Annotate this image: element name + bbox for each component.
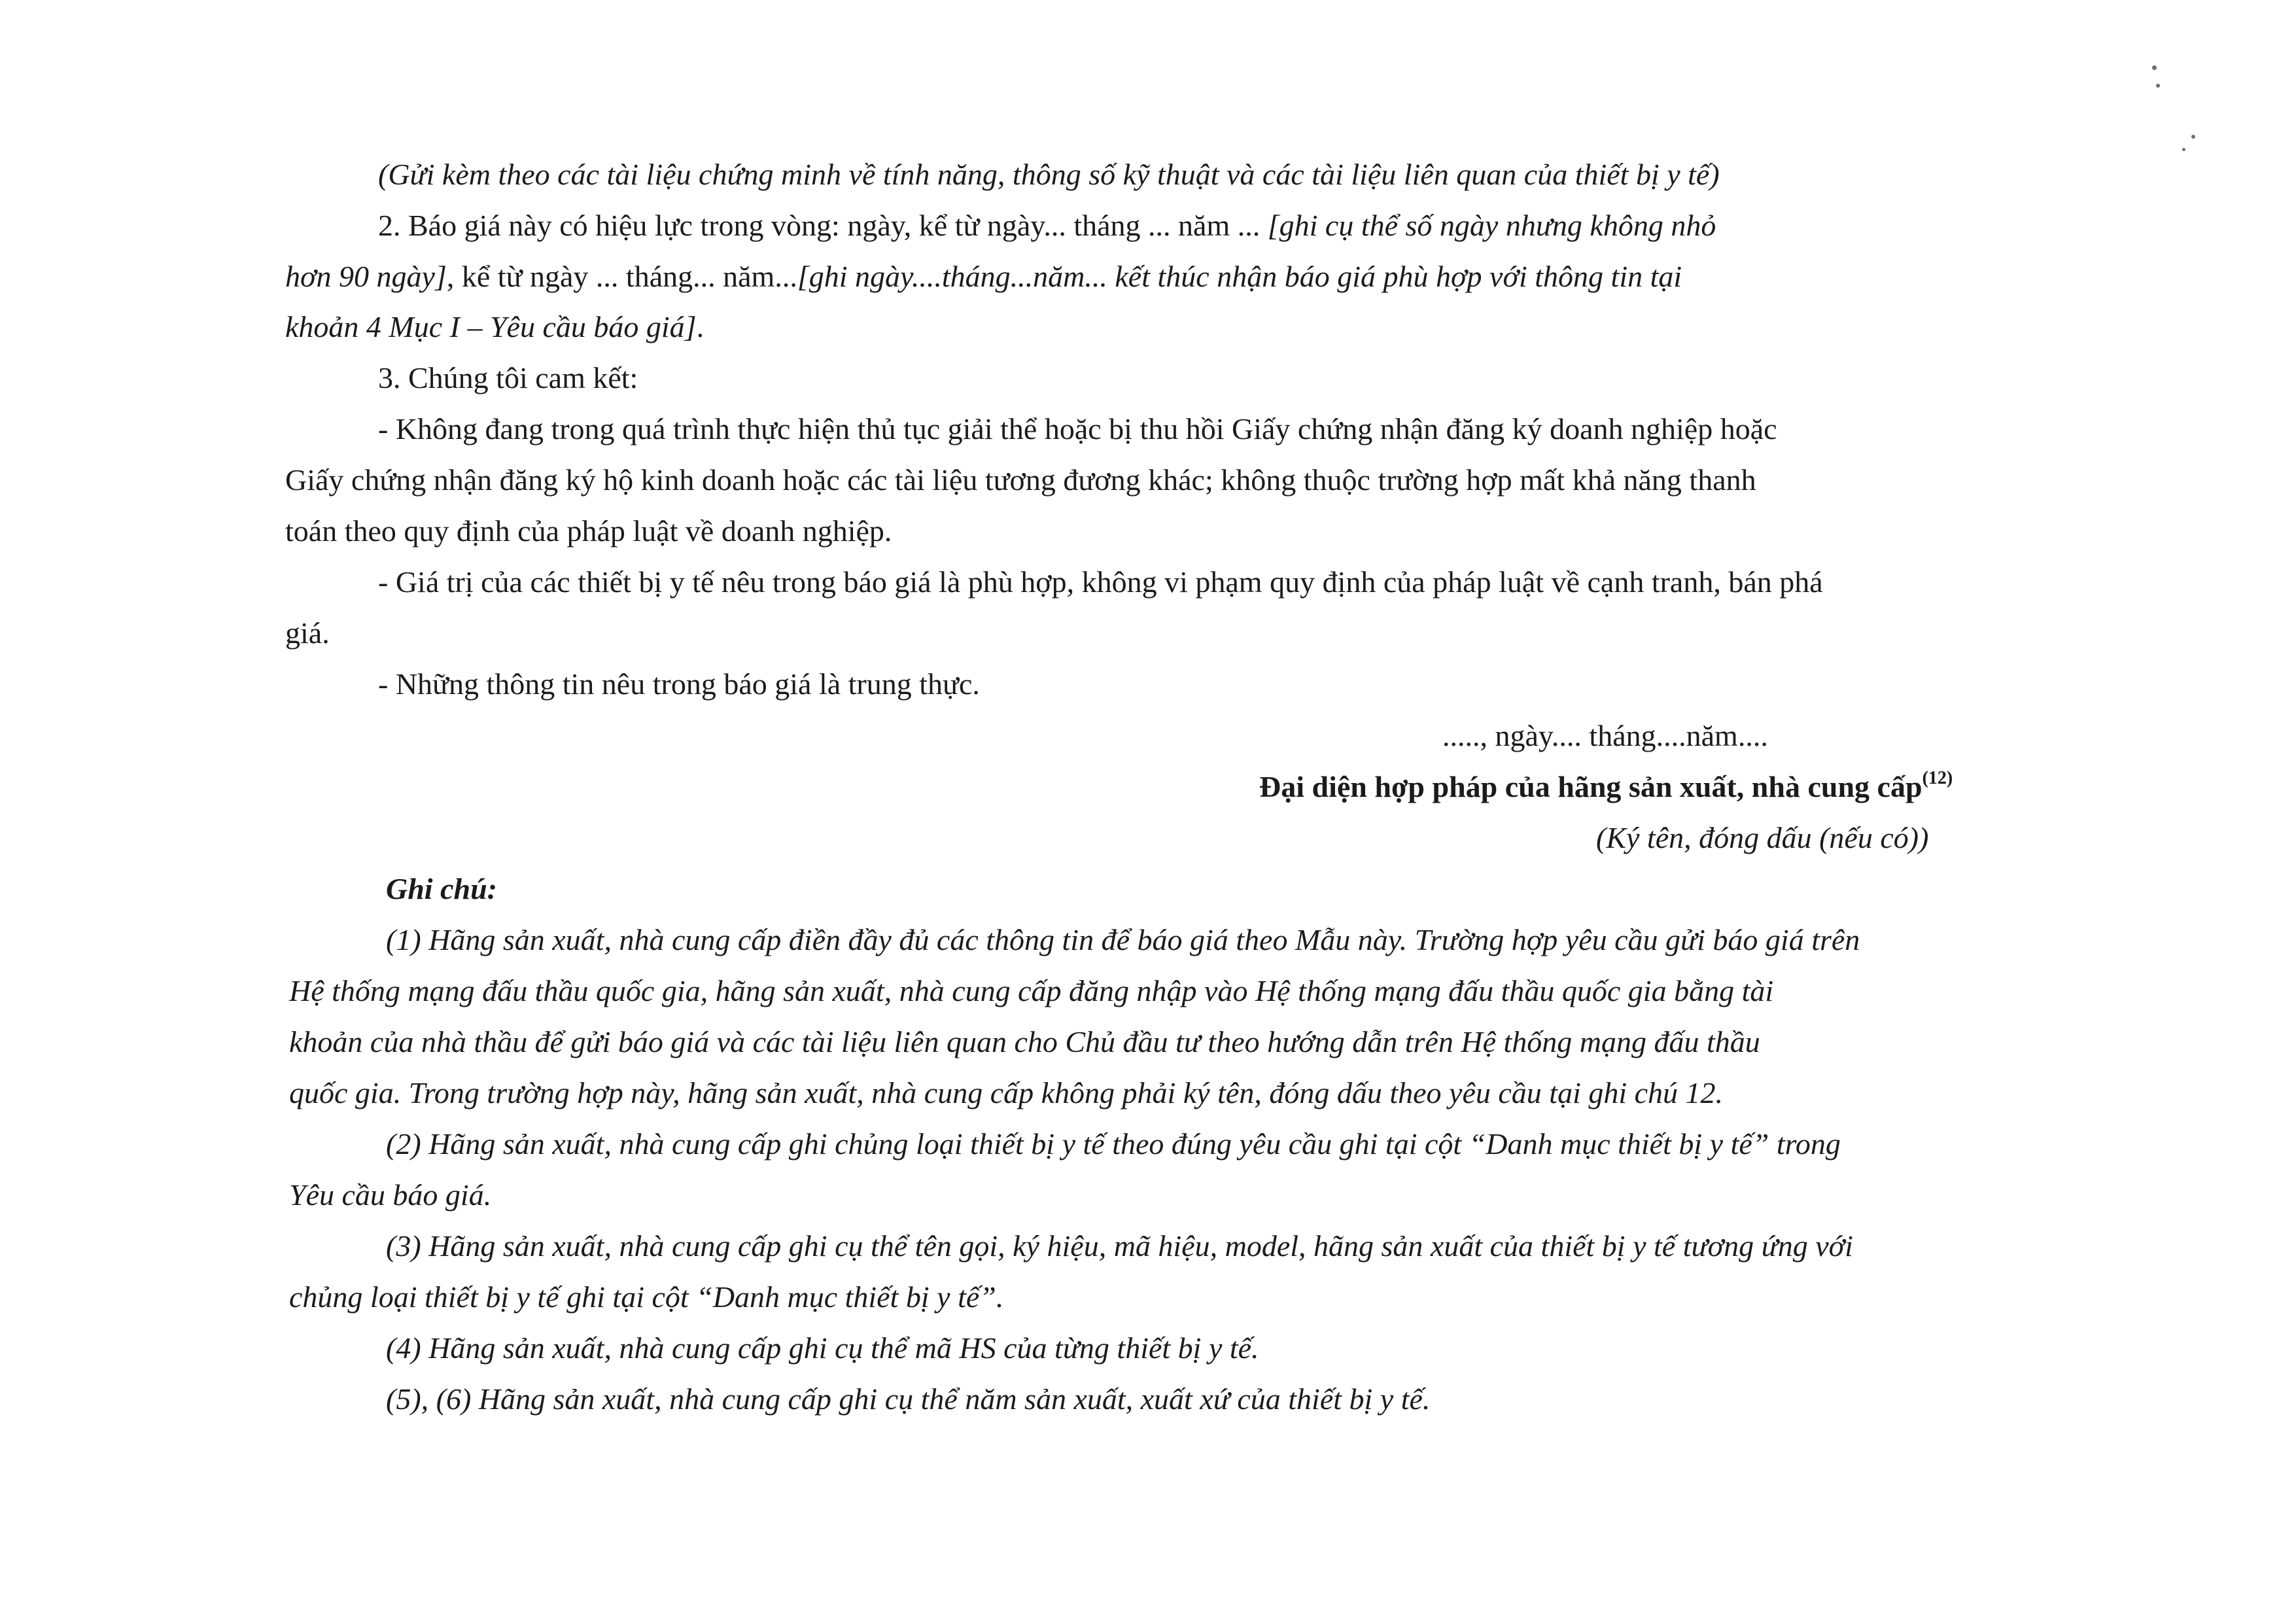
- signer-title: [1259, 761, 1953, 812]
- note-5-6-line: (5), (6) Hãng sản xuất, nhà cung cấp ghi cụ thể năm sản xuất, xuất xứ của thiết bị y tế.: [386, 1382, 1431, 1416]
- attachment-note: (Gửi kèm theo các tài liệu chứng minh về tính năng, thông số kỹ thuật và các tài liệu liên quan của thiết bị y tế): [378, 158, 1720, 191]
- validity-line-1: [378, 200, 1716, 251]
- note-2-line: Yêu cầu báo giá.: [289, 1178, 492, 1212]
- note-1-line: khoản của nhà thầu để gửi báo giá và các tài liệu liên quan cho Chủ đầu tư theo hướng dẫn trên Hệ thống mạng đấu thầu: [289, 1025, 1760, 1058]
- note-1-line: Hệ thống mạng đấu thầu quốc gia, hãng sản xuất, nhà cung cấp đăng nhập vào Hệ thống mạng đấu thầu quốc gia bằng tài: [289, 974, 1774, 1007]
- validity-instruction: khoản 4 Mục I – Yêu cầu báo giá]: [285, 310, 697, 343]
- commitment-3-line: - Những thông tin nêu trong báo giá là trung thực.: [378, 667, 980, 701]
- scan-speck: [2182, 148, 2185, 151]
- note-3-line: (3) Hãng sản xuất, nhà cung cấp ghi cụ thể tên gọi, ký hiệu, mã hiệu, model, hãng sản xuất của thiết bị y tế tương ứng với: [386, 1229, 1853, 1263]
- scan-speck: [2152, 65, 2157, 70]
- signer-note: (Ký tên, đóng dấu (nếu có)): [1596, 821, 1929, 854]
- validity-text: .: [696, 310, 704, 343]
- date-line: ....., ngày.... tháng....năm....: [1442, 719, 1768, 752]
- validity-line-2: [285, 251, 1682, 302]
- note-1-line: (1) Hãng sản xuất, nhà cung cấp điền đầy đủ các thông tin để báo giá theo Mẫu này. Trường hợp yêu cầu gửi báo giá trên: [386, 923, 1860, 956]
- validity-text: 2. Báo giá này có hiệu lực trong vòng: ngày, kể từ ngày... tháng ... năm ...: [378, 209, 1268, 242]
- scan-speck: [2191, 135, 2195, 139]
- validity-instruction: hơn 90 ngày]: [285, 260, 447, 293]
- scan-speck: [2156, 84, 2160, 88]
- note-1-line: quốc gia. Trong trường hợp này, hãng sản xuất, nhà cung cấp không phải ký tên, đóng dấu theo yêu cầu tại ghi chú 12.: [289, 1076, 1724, 1109]
- commitment-1-line: toán theo quy định của pháp luật về doanh nghiệp.: [285, 514, 892, 548]
- note-4-line: (4) Hãng sản xuất, nhà cung cấp ghi cụ thể mã HS của từng thiết bị y tế.: [386, 1331, 1259, 1365]
- validity-instruction: [ghi ngày....tháng...năm... kết thúc nhận báo giá phù hợp với thông tin tại: [797, 260, 1682, 293]
- commitment-1-line: Giấy chứng nhận đăng ký hộ kinh doanh hoặc các tài liệu tương đương khác; không thuộc trường hợp mất khả năng thanh: [285, 463, 1756, 497]
- signer-footnote-ref: (12): [1922, 767, 1953, 788]
- commitment-2-line: - Giá trị của các thiết bị y tế nêu trong báo giá là phù hợp, không vi phạm quy định của pháp luật về cạnh tranh, bán phá: [378, 565, 1823, 599]
- commitments-heading: 3. Chúng tôi cam kết:: [378, 361, 638, 394]
- commitment-2-line: giá.: [285, 616, 330, 650]
- validity-line-3: [285, 302, 704, 353]
- signer-title-text: Đại diện hợp pháp của hãng sản xuất, nhà cung cấp: [1259, 770, 1922, 803]
- note-2-line: (2) Hãng sản xuất, nhà cung cấp ghi chủng loại thiết bị y tế theo đúng yêu cầu ghi tại cột “Danh mục thiết bị y tế” trong: [386, 1127, 1841, 1161]
- note-3-line: chủng loại thiết bị y tế ghi tại cột “Danh mục thiết bị y tế”.: [289, 1280, 1004, 1314]
- validity-text: , kể từ ngày ... tháng... năm...: [446, 260, 797, 293]
- commitment-1-line: - Không đang trong quá trình thực hiện thủ tục giải thể hoặc bị thu hồi Giấy chứng nhận đăng ký doanh nghiệp hoặc: [378, 412, 1777, 445]
- notes-heading: Ghi chú:: [386, 872, 497, 905]
- validity-instruction: [ghi cụ thể số ngày nhưng không nhỏ: [1267, 209, 1716, 242]
